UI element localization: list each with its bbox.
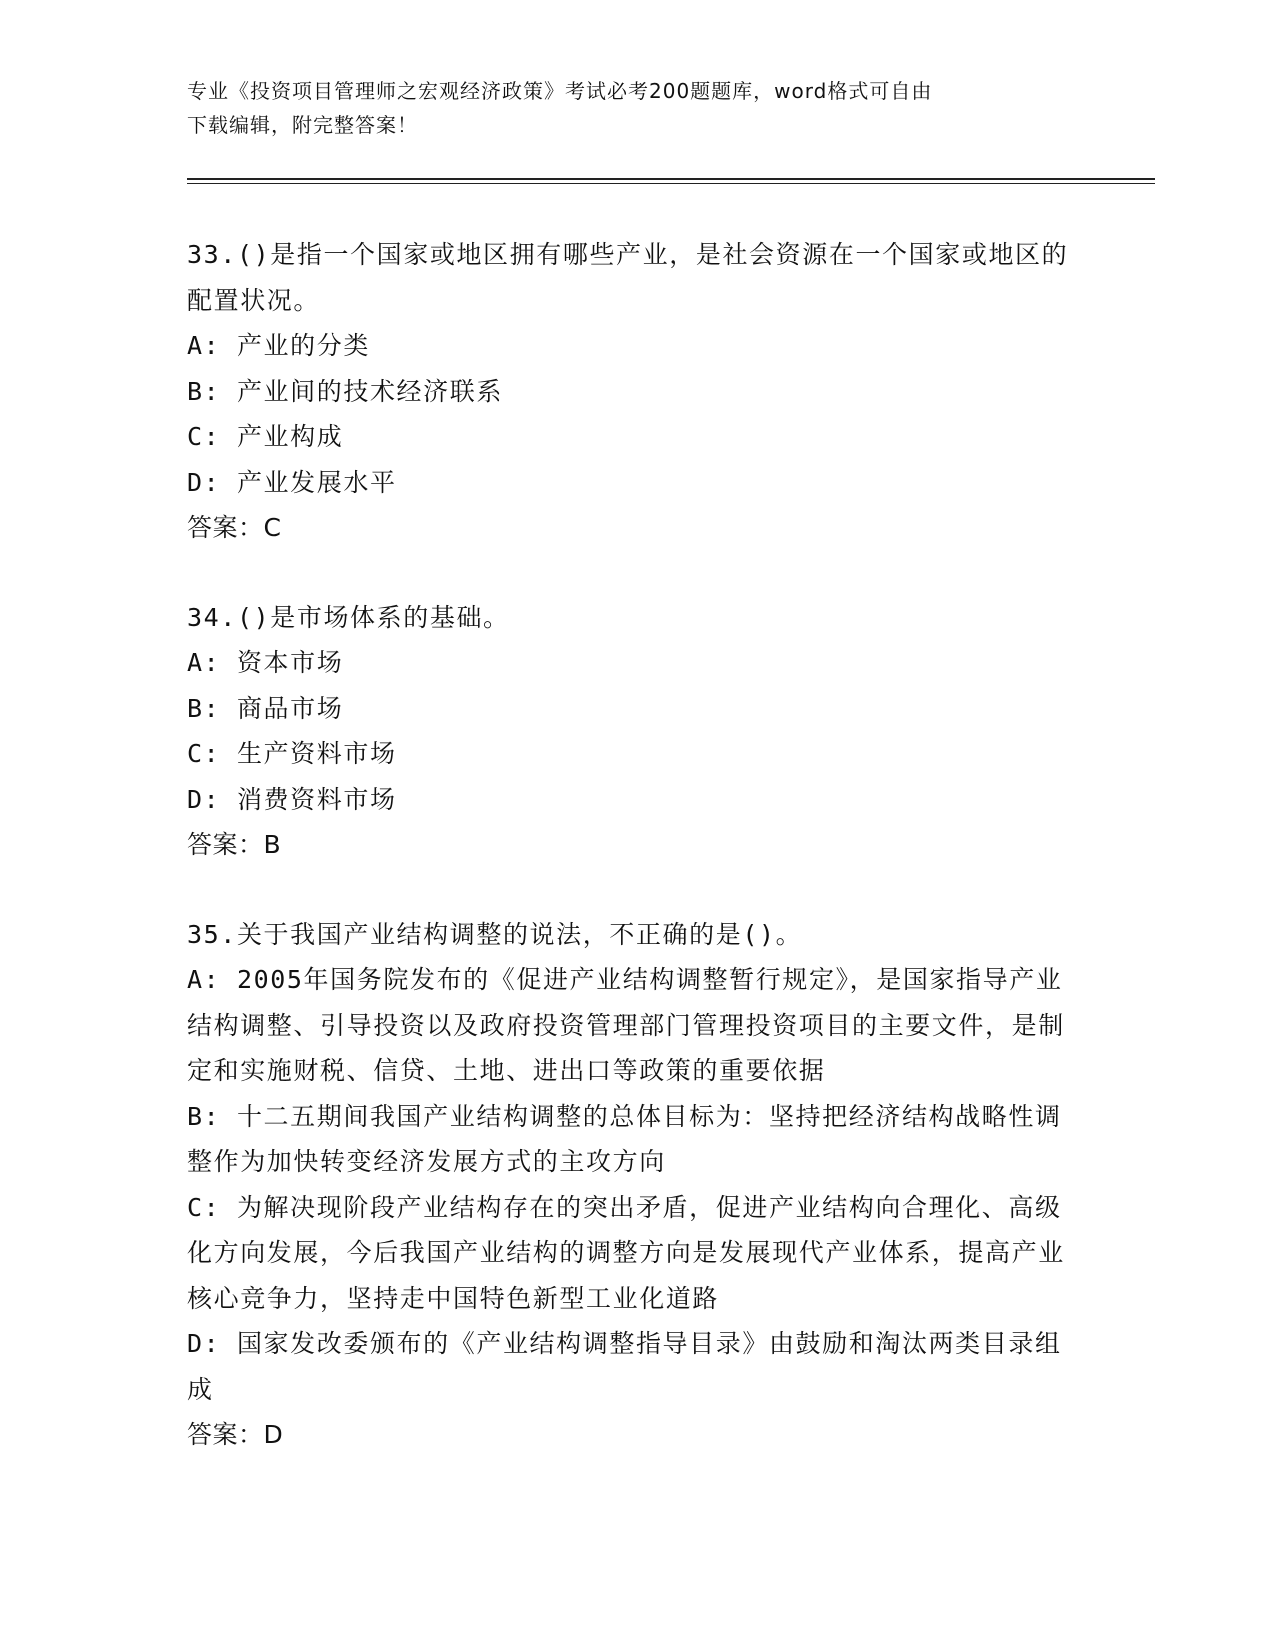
- option-c: C: 生产资料市场: [187, 739, 397, 768]
- option-b: B: 商品市场: [187, 693, 344, 723]
- question-text: 35.关于我国产业结构调整的说法，不正确的是()。: [187, 919, 803, 949]
- question-35: [187, 912, 1087, 1458]
- option-a: A: 资本市场: [187, 648, 344, 677]
- option-a: A: 2005年国务院发布的《促进产业结构调整暂行规定》，是国家指导产业结构调整、引导投资以及政府投资管理部门管理投资项目的主要文件，是制定和实施财税、信贷、土地、进出口等政策的重要依据: [187, 965, 1065, 1085]
- answer: 答案：D: [187, 1420, 284, 1449]
- document-header: [187, 74, 1107, 142]
- answer: 答案：B: [187, 830, 282, 859]
- option-c: C: 为解决现阶段产业结构存在的突出矛盾，促进产业结构向合理化、高级化方向发展，今后我国产业结构的调整方向是发展现代产业体系，提高产业核心竞争力，坚持走中国特色新型工业化道路: [187, 1192, 1065, 1313]
- option-a: A: 产业的分类: [187, 331, 370, 360]
- header-line-2: 下载编辑，附完整答案！: [187, 113, 418, 137]
- option-d: D: 产业发展水平: [187, 467, 397, 497]
- header-line-1: 专业《投资项目管理师之宏观经济政策》考试必考200题题库，word格式可自由: [187, 79, 933, 103]
- answer: 答案：C: [187, 513, 282, 542]
- header-divider: [187, 178, 1155, 184]
- option-c: C: 产业构成: [187, 422, 344, 451]
- option-b: B: 十二五期间我国产业结构调整的总体目标为：坚持把经济结构战略性调整作为加快转变经济发展方式的主攻方向: [187, 1101, 1062, 1176]
- question-34: [187, 595, 1087, 868]
- option-d: D: 国家发改委颁布的《产业结构调整指导目录》由鼓励和淘汰两类目录组成: [187, 1329, 1062, 1404]
- option-b: B: 产业间的技术经济联系: [187, 376, 503, 406]
- question-list: [187, 232, 1087, 1458]
- question-text: 33.()是指一个国家或地区拥有哪些产业，是社会资源在一个国家或地区的配置状况。: [187, 240, 1069, 315]
- option-d: D: 消费资料市场: [187, 784, 397, 814]
- question-33: [187, 232, 1087, 551]
- question-text: 34.()是市场体系的基础。: [187, 602, 510, 632]
